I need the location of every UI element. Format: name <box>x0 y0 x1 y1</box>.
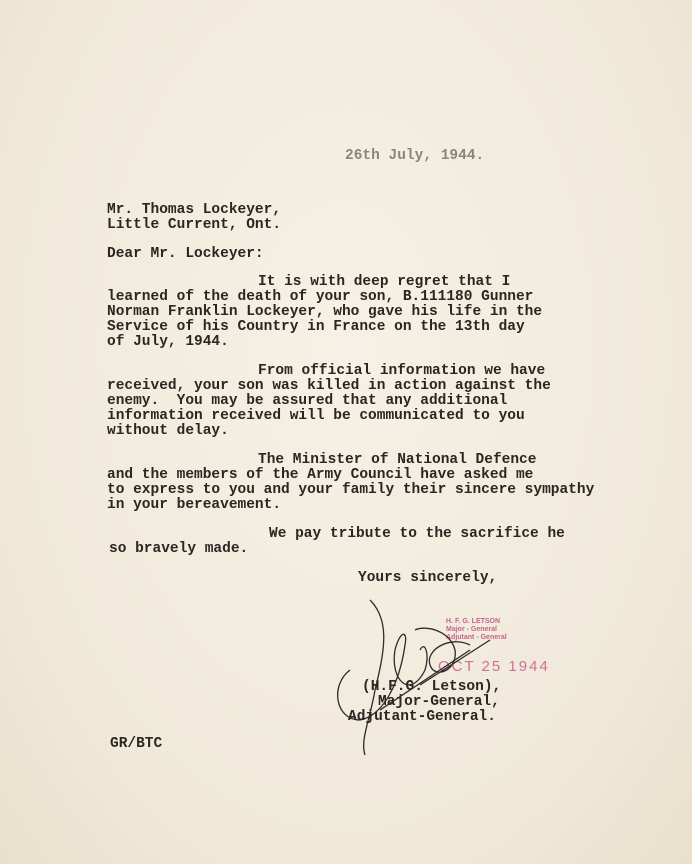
line: enemy. You may be assured that any additional <box>107 393 508 409</box>
line: Norman Franklin Lockeyer, who gave his life in the <box>107 304 543 320</box>
address-line: Mr. Thomas Lockeyer, <box>107 202 282 218</box>
paragraph-2 <box>107 364 551 439</box>
signatory-rank: Major-General, <box>378 694 500 710</box>
line: without delay. <box>107 423 229 439</box>
line: learned of the death of your son, B.111180 Gunner <box>107 289 534 305</box>
paragraph-4 <box>109 527 565 557</box>
signatory-title: Adjutant-General. <box>348 709 496 725</box>
line: We pay tribute to the sacrifice he <box>269 526 565 542</box>
line: in your bereavement. <box>107 497 282 513</box>
stamp-line: Major - General <box>446 626 497 633</box>
line: Service of his Country in France on the 13th day <box>107 319 525 335</box>
handwritten-signature <box>330 590 500 760</box>
line: information received will be communicated to you <box>107 408 525 424</box>
stamp-line: H. F. G. LETSON <box>446 618 501 625</box>
line: so bravely made. <box>109 541 249 557</box>
line: of July, 1944. <box>107 334 229 350</box>
stamp-line: Adjutant - General <box>446 634 507 641</box>
line: to express to you and your family their sincere sympathy <box>107 482 595 498</box>
closing: Yours sincerely, <box>358 570 498 586</box>
recipient-address <box>107 203 281 233</box>
reference-initials: GR/BTC <box>110 736 163 752</box>
paragraph-1 <box>107 275 542 350</box>
line: and the members of the Army Council have asked me <box>107 467 534 483</box>
letter-date: 26th July, 1944. <box>345 148 485 164</box>
salutation: Dear Mr. Lockeyer: <box>107 246 264 262</box>
line: From official information we have <box>258 363 546 379</box>
line: received, your son was killed in action against the <box>107 378 551 394</box>
line: The Minister of National Defence <box>258 452 537 468</box>
paragraph-3 <box>107 453 594 513</box>
signatory-name: (H.F.G. Letson), <box>362 679 502 695</box>
stamp-date: OCT 25 1944 <box>438 658 550 675</box>
signature-block <box>348 680 501 725</box>
line: It is with deep regret that I <box>258 274 511 290</box>
address-line: Little Current, Ont. <box>107 217 282 233</box>
